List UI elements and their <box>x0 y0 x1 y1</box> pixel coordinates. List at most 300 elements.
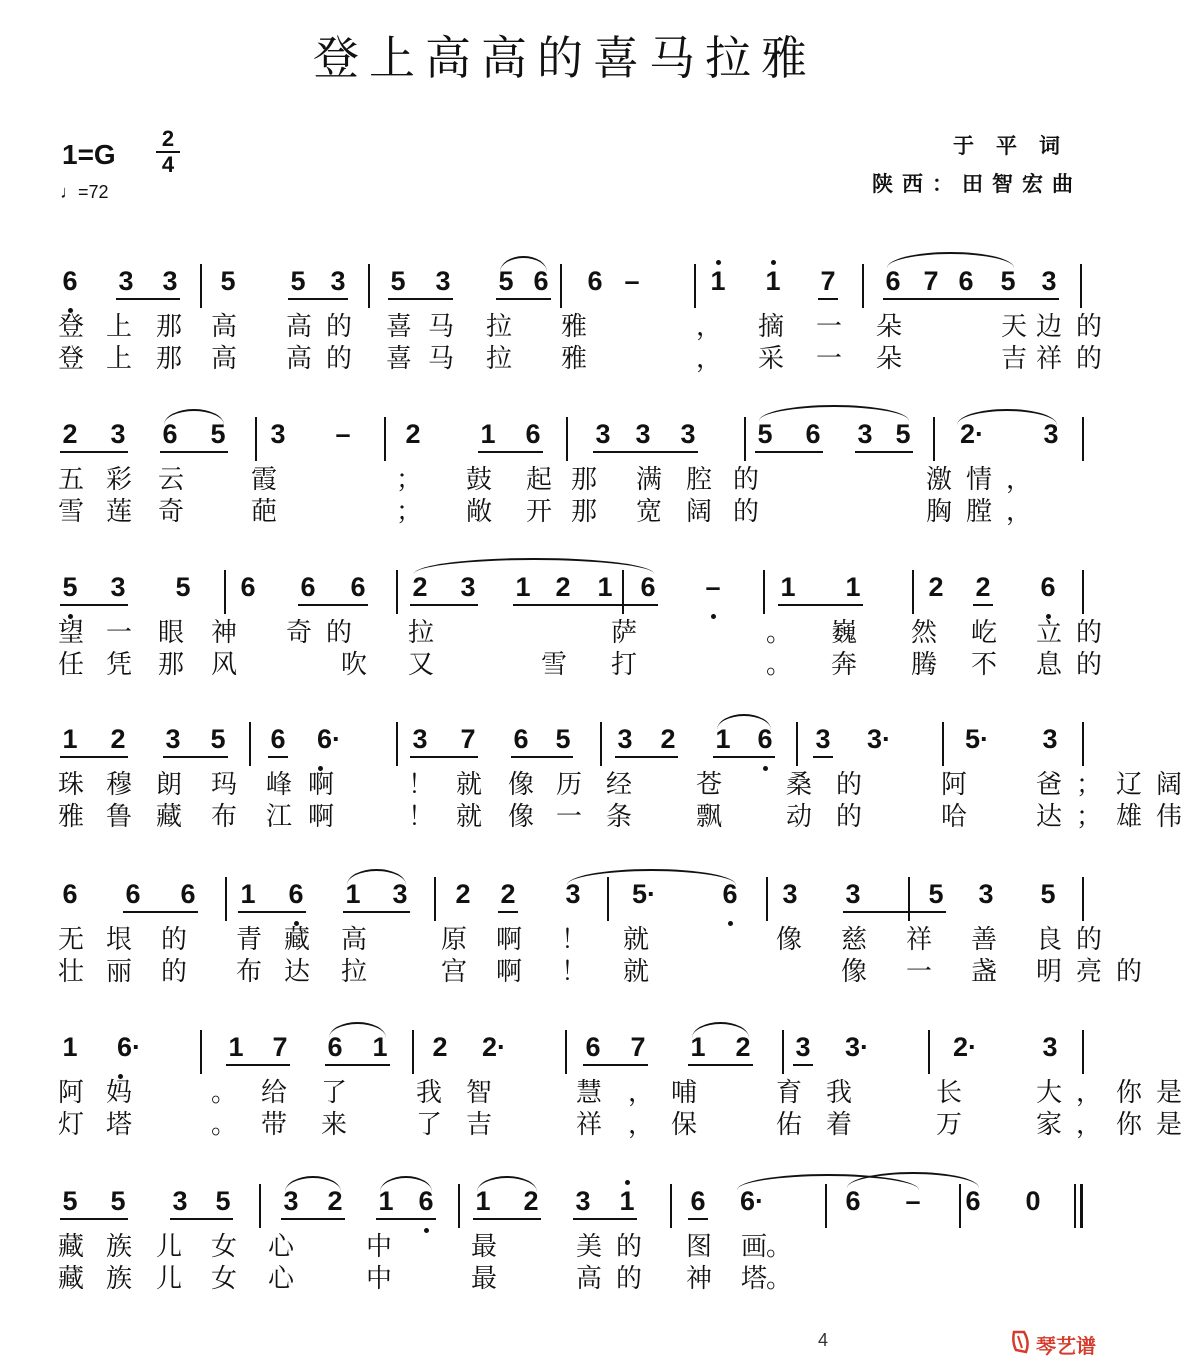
beam-underline <box>813 756 833 758</box>
lyric-char: 的 <box>160 957 187 987</box>
lyric-char: 息 <box>1035 650 1062 680</box>
lyric-char: ！ <box>560 925 587 955</box>
beam-underline <box>343 911 410 913</box>
lyric-char: 的 <box>1075 618 1102 648</box>
lyric-char: 长 <box>935 1078 962 1108</box>
lyric-char: 的 <box>1075 925 1102 955</box>
note: 2· <box>952 1032 977 1062</box>
lyric-char: 登 <box>57 312 84 342</box>
slur-arc <box>380 1176 432 1192</box>
note: 3 <box>283 1186 299 1216</box>
lyric-char: 一 <box>815 312 842 342</box>
lyric-char: 儿 <box>155 1264 182 1294</box>
lyric-char: 雅 <box>560 312 587 342</box>
note: 3 <box>595 419 611 449</box>
note: 1 <box>228 1032 244 1062</box>
lyric-char: 的 <box>1075 312 1102 342</box>
lyric-char: 带 <box>260 1110 287 1140</box>
lyric-char: 喜 <box>385 344 412 374</box>
bar-line <box>782 1030 784 1074</box>
lyric-char: 。 <box>765 1232 792 1262</box>
lyric-char: 塔 <box>105 1110 132 1140</box>
lyric-char: 膛 <box>965 497 992 527</box>
lyric-char: 峰 <box>265 770 292 800</box>
note: 6 <box>958 266 974 296</box>
lyric-char: 那 <box>157 650 184 680</box>
bar-line <box>1080 264 1082 308</box>
lyric-char: 的 <box>732 465 759 495</box>
lyric-char: 盏 <box>970 957 997 987</box>
note: 2 <box>455 879 471 909</box>
lyric-char: 布 <box>235 957 262 987</box>
lyric-char: 阿 <box>940 770 967 800</box>
note: 5 <box>290 266 306 296</box>
bar-line <box>959 1184 961 1228</box>
beam-underline <box>238 911 306 913</box>
lyricist-credit: 于平词 <box>953 133 1082 158</box>
lyric-char: 最 <box>470 1232 497 1262</box>
lyric-char: 高 <box>340 925 367 955</box>
lyric-verse-2 <box>0 1110 1182 1140</box>
lyric-char: 阿 <box>57 1078 84 1108</box>
lyric-char: 雪 <box>57 497 84 527</box>
lyric-char: 祥 <box>575 1110 602 1140</box>
lyric-char: 慧 <box>575 1078 602 1108</box>
lyric-char: 莲 <box>105 497 132 527</box>
lyric-char: 藏 <box>283 925 310 955</box>
bar-line <box>1082 417 1084 461</box>
lyric-char: 。 <box>765 618 792 648</box>
beam-underline <box>268 756 288 758</box>
lyric-char: 就 <box>622 957 649 987</box>
note: 1 <box>480 419 496 449</box>
lyric-char: 开 <box>525 497 552 527</box>
bar-line <box>560 264 562 308</box>
note: 6 <box>288 879 304 909</box>
lyric-char: 又 <box>407 650 434 680</box>
lyric-char: 打 <box>610 650 637 680</box>
bar-line <box>200 1030 202 1074</box>
lyric-char: ； <box>395 497 422 527</box>
lyric-char: 中 <box>365 1264 392 1294</box>
lyric-char: 阔 <box>685 497 712 527</box>
bar-line <box>384 417 386 461</box>
note: – <box>705 572 721 602</box>
note: 1 <box>690 1032 706 1062</box>
lyric-verse-1 <box>0 618 1130 648</box>
note: 5· <box>964 724 989 754</box>
note: 3· <box>844 1032 869 1062</box>
note: 6 <box>525 419 541 449</box>
lyric-char: 佑 <box>775 1110 802 1140</box>
lyric-char: 的 <box>325 618 352 648</box>
lyric-char: 吹 <box>340 650 367 680</box>
lyric-char: 的 <box>325 312 352 342</box>
beam-underline <box>973 604 993 606</box>
note: 3 <box>815 724 831 754</box>
lyric-char: 那 <box>570 465 597 495</box>
lyric-char: 桑 <box>785 770 812 800</box>
slur-arc <box>285 1176 341 1192</box>
lyric-char: 雅 <box>57 802 84 832</box>
lyric-char: 的 <box>1075 650 1102 680</box>
note: 6 <box>180 879 196 909</box>
lyric-char: 是 <box>1155 1110 1182 1140</box>
lyric-char: 神 <box>210 618 237 648</box>
beam-underline <box>593 451 698 453</box>
lyric-char: 风 <box>210 650 237 680</box>
note: 5 <box>555 724 571 754</box>
bar-line <box>225 877 227 921</box>
lyric-verse-2 <box>0 802 1182 832</box>
lyric-char: 族 <box>105 1232 132 1262</box>
note: 6 <box>162 419 178 449</box>
lyric-char: 那 <box>570 497 597 527</box>
note: 3 <box>165 724 181 754</box>
site-watermark <box>1010 1328 1120 1358</box>
bar-line <box>255 417 257 461</box>
lyric-char: 就 <box>455 770 482 800</box>
bar-line <box>1082 722 1084 766</box>
note: 6 <box>1040 572 1056 602</box>
lyric-char: 育 <box>775 1078 802 1108</box>
bar-line <box>670 1184 672 1228</box>
lyric-char: 像 <box>507 770 534 800</box>
lyric-char: 拉 <box>407 618 434 648</box>
note: 3 <box>110 419 126 449</box>
note: 3 <box>1043 419 1059 449</box>
lyric-char: 儿 <box>155 1232 182 1262</box>
lyric-char: 立 <box>1035 618 1062 648</box>
lyric-char: ， <box>627 1110 654 1140</box>
bar-line <box>249 722 251 766</box>
lyric-char: 我 <box>825 1078 852 1108</box>
note: 3 <box>162 266 178 296</box>
note: 7 <box>272 1032 288 1062</box>
note: 3 <box>392 879 408 909</box>
note: 6 <box>585 1032 601 1062</box>
bar-line <box>396 722 398 766</box>
bar-line <box>928 1030 930 1074</box>
bar-line <box>763 570 765 614</box>
lyric-char: 一 <box>105 618 132 648</box>
lyric-char: 心 <box>267 1232 294 1262</box>
beam-underline <box>921 298 976 300</box>
lyric-char: 藏 <box>57 1264 84 1294</box>
lyric-char: ， <box>695 344 722 374</box>
note: 6 <box>885 266 901 296</box>
note: 5 <box>110 1186 126 1216</box>
note: 5 <box>390 266 406 296</box>
lyric-char: ； <box>1075 770 1102 800</box>
lyric-char: 奇 <box>157 497 184 527</box>
bar-line <box>458 1184 460 1228</box>
lyric-char: 高 <box>575 1264 602 1294</box>
beam-underline <box>60 604 128 606</box>
note: 2 <box>735 1032 751 1062</box>
lyric-char: 达 <box>1035 802 1062 832</box>
lyric-char: 鲁 <box>105 802 132 832</box>
note: 3 <box>330 266 346 296</box>
qin-logo-icon <box>1010 1330 1032 1354</box>
lyric-char: 神 <box>685 1264 712 1294</box>
note: 2 <box>432 1032 448 1062</box>
note: 6 <box>350 572 366 602</box>
final-bar-thin <box>1074 1184 1076 1228</box>
note: 5 <box>757 419 773 449</box>
lyric-char: 珠 <box>57 770 84 800</box>
lyric-char: 就 <box>622 925 649 955</box>
note: 3 <box>845 879 861 909</box>
lyric-char: 万 <box>935 1110 962 1140</box>
lyric-char: 云 <box>157 465 184 495</box>
lyric-char: 拉 <box>485 312 512 342</box>
lyric-char: 上 <box>105 312 132 342</box>
note: 6· <box>116 1032 141 1062</box>
lyric-verse-2 <box>0 1264 1130 1294</box>
bar-line <box>933 417 935 461</box>
lyric-char: 垠 <box>105 925 132 955</box>
lyric-char: 敞 <box>465 497 492 527</box>
note: 3 <box>412 724 428 754</box>
beam-underline <box>410 756 478 758</box>
bar-line <box>796 722 798 766</box>
song-title: 登上高高的喜马拉雅 <box>313 31 817 85</box>
lyric-char: 朗 <box>155 770 182 800</box>
note: 1 <box>62 724 78 754</box>
beam-underline <box>60 756 128 758</box>
note: 6 <box>327 1032 343 1062</box>
note: 6 <box>587 266 603 296</box>
lyric-char: 眼 <box>157 618 184 648</box>
lyric-char: 智 <box>465 1078 492 1108</box>
bar-line <box>912 570 914 614</box>
lyric-char: 辽 <box>1115 770 1142 800</box>
bar-line <box>1082 570 1084 614</box>
note: 3 <box>565 879 581 909</box>
bar-line <box>766 877 768 921</box>
lyric-char: 的 <box>615 1232 642 1262</box>
lyric-verse-1 <box>0 1232 1130 1262</box>
lyric-char: 了 <box>415 1110 442 1140</box>
lyric-char: 爸 <box>1035 770 1062 800</box>
note: 2· <box>959 419 984 449</box>
lyric-char: 善 <box>970 925 997 955</box>
high-octave-dot <box>771 260 776 265</box>
note: 2 <box>110 724 126 754</box>
lyric-char: 吉 <box>1000 344 1027 374</box>
beam-underline <box>496 298 551 300</box>
lyric-char: 雪 <box>540 650 567 680</box>
lyric-char: 玛 <box>210 770 237 800</box>
lyric-char: 的 <box>1115 957 1142 987</box>
note: 3 <box>795 1032 811 1062</box>
time-denominator: 4 <box>161 152 175 177</box>
lyric-char: 激 <box>925 465 952 495</box>
lyric-char: 女 <box>210 1232 237 1262</box>
note: 3· <box>866 724 891 754</box>
beam-underline <box>855 451 913 453</box>
lyric-verse-1 <box>0 465 1130 495</box>
bar-line <box>600 722 602 766</box>
lyric-char: 心 <box>267 1264 294 1294</box>
lyric-char: 奔 <box>830 650 857 680</box>
lyric-char: 江 <box>265 802 292 832</box>
lyric-char: 灯 <box>57 1110 84 1140</box>
beam-underline <box>170 1218 233 1220</box>
note: 1 <box>62 1032 78 1062</box>
note: 3 <box>857 419 873 449</box>
bar-line <box>224 570 226 614</box>
lyric-char: 亮 <box>1075 957 1102 987</box>
lyric-char: 动 <box>785 802 812 832</box>
beam-underline <box>473 1218 541 1220</box>
lyric-char: 就 <box>455 802 482 832</box>
note: 2 <box>62 419 78 449</box>
note: 5 <box>62 1186 78 1216</box>
note: 2 <box>523 1186 539 1216</box>
lyric-char: 画 <box>740 1232 767 1262</box>
note: – <box>624 266 640 296</box>
note: 1 <box>475 1186 491 1216</box>
note: – <box>335 419 351 449</box>
beam-underline <box>410 604 478 606</box>
lyric-char: 高 <box>210 312 237 342</box>
lyric-char: 啊 <box>495 957 522 987</box>
lyric-char: 飘 <box>695 802 722 832</box>
note: 6 <box>640 572 656 602</box>
beam-underline <box>60 451 128 453</box>
lyric-char: 历 <box>555 770 582 800</box>
bar-line <box>1082 877 1084 921</box>
lyric-char: 高 <box>285 312 312 342</box>
note: 1 <box>710 266 726 296</box>
beam-underline <box>573 1218 637 1220</box>
beam-underline <box>123 911 198 913</box>
note: 1 <box>780 572 796 602</box>
bar-line <box>259 1184 261 1228</box>
lyric-char: 我 <box>415 1078 442 1108</box>
note: 5 <box>210 724 226 754</box>
note: 5 <box>498 266 514 296</box>
lyric-char: 彩 <box>105 465 132 495</box>
lyric-char: 慈 <box>840 925 867 955</box>
lyric-char: 的 <box>325 344 352 374</box>
lyric-char: 的 <box>835 802 862 832</box>
lyric-char: 边 <box>1035 312 1062 342</box>
note: 6 <box>757 724 773 754</box>
note: 1 <box>765 266 781 296</box>
note: 1 <box>240 879 256 909</box>
note: 5 <box>1040 879 1056 909</box>
beam-underline <box>160 451 228 453</box>
note: 2 <box>405 419 421 449</box>
note: 5 <box>175 572 191 602</box>
note: 2 <box>327 1186 343 1216</box>
note: 7 <box>460 724 476 754</box>
note: 5 <box>215 1186 231 1216</box>
lyric-char: 藏 <box>155 802 182 832</box>
lyric-char: 。 <box>765 1264 792 1294</box>
beam-underline <box>755 451 823 453</box>
beam-underline <box>688 1218 708 1220</box>
lyric-char: 的 <box>732 497 759 527</box>
time-signature <box>156 128 180 176</box>
lyric-char: 图 <box>685 1232 712 1262</box>
lyric-char: ！ <box>407 802 434 832</box>
lyric-char: 祥 <box>905 925 932 955</box>
bar-line <box>565 1030 567 1074</box>
lyric-verse-2 <box>0 344 1130 374</box>
note: 3 <box>635 419 651 449</box>
slur-arc <box>887 252 1014 268</box>
high-octave-dot <box>716 260 721 265</box>
note: 5 <box>220 266 236 296</box>
bar-line <box>412 1030 414 1074</box>
lyric-char: 葩 <box>250 497 277 527</box>
lyric-char: 阔 <box>1155 770 1182 800</box>
note: 3 <box>270 419 286 449</box>
note: 5 <box>1000 266 1016 296</box>
lyric-char: 雄 <box>1115 802 1142 832</box>
lyric-char: 。 <box>765 650 792 680</box>
lyric-char: 喜 <box>385 312 412 342</box>
lyric-char: 五 <box>57 465 84 495</box>
lyric-char: 原 <box>440 925 467 955</box>
lyric-char: 屹 <box>970 618 997 648</box>
lyric-char: 了 <box>320 1078 347 1108</box>
note: 6 <box>845 1186 861 1216</box>
note: 1 <box>345 879 361 909</box>
note: 3 <box>172 1186 188 1216</box>
note: 5· <box>631 879 656 909</box>
note: 2 <box>412 572 428 602</box>
lyric-char: 一 <box>555 802 582 832</box>
lyric-char: 青 <box>235 925 262 955</box>
beam-underline <box>281 1218 345 1220</box>
lyric-char: 中 <box>365 1232 392 1262</box>
note: 0 <box>1025 1186 1041 1216</box>
lyric-char: 一 <box>815 344 842 374</box>
note: 2 <box>660 724 676 754</box>
lyric-char: 藏 <box>57 1232 84 1262</box>
note: 3 <box>617 724 633 754</box>
lyric-char: 起 <box>525 465 552 495</box>
note: 3 <box>460 572 476 602</box>
lyric-char: 塔 <box>740 1264 767 1294</box>
beam-underline <box>60 1218 128 1220</box>
note: 2 <box>975 572 991 602</box>
note: 3 <box>782 879 798 909</box>
bar-line <box>862 264 864 308</box>
bar-line <box>908 877 910 921</box>
beam-underline <box>325 1064 390 1066</box>
lyric-char: 不 <box>970 650 997 680</box>
note: 3 <box>1042 1032 1058 1062</box>
lyric-char: 宫 <box>440 957 467 987</box>
lyric-char: 拉 <box>485 344 512 374</box>
lyric-char: 拉 <box>340 957 367 987</box>
tempo-marking: ♩=72 <box>60 182 109 202</box>
bar-line <box>396 570 398 614</box>
lyric-char: ！ <box>560 957 587 987</box>
lyric-char: ， <box>1005 497 1032 527</box>
high-octave-dot <box>625 1180 630 1185</box>
lyric-char: ， <box>695 312 722 342</box>
note: 1 <box>372 1032 388 1062</box>
note: 6· <box>316 724 341 754</box>
lyric-char: 啊 <box>307 770 334 800</box>
